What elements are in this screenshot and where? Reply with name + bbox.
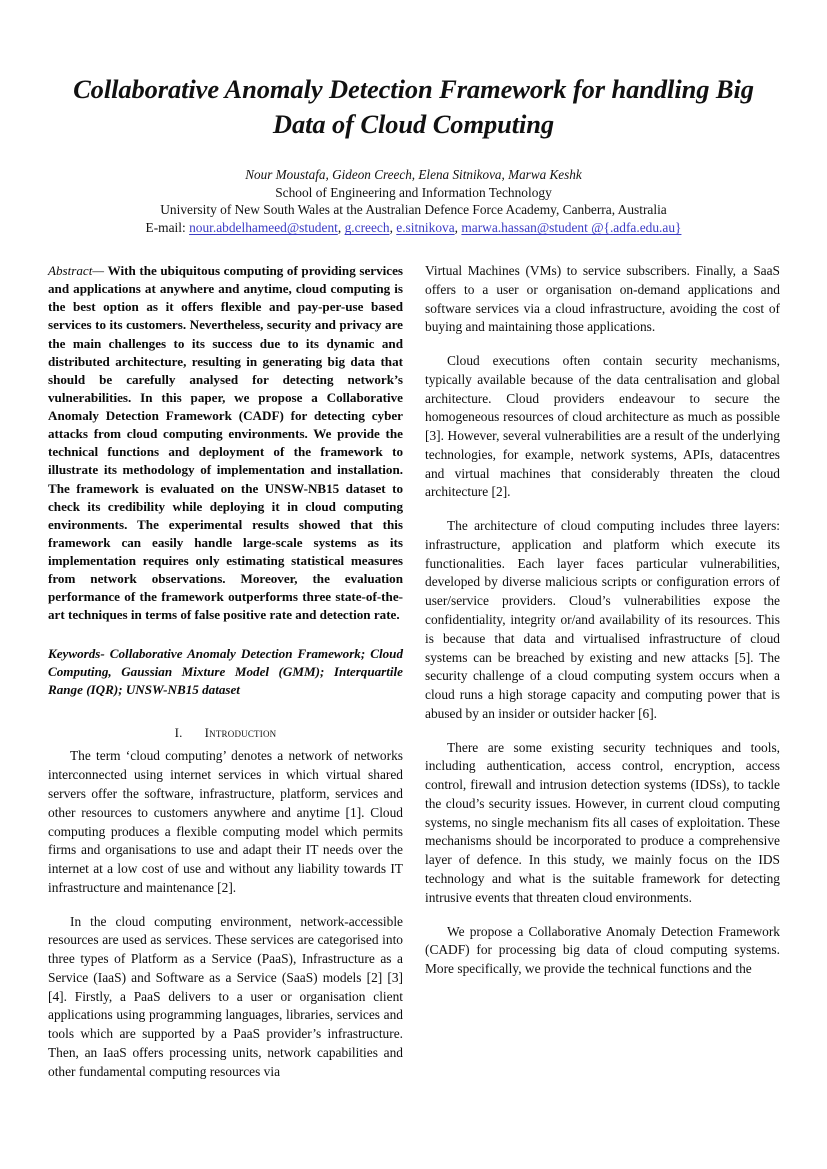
section-title: Introduction <box>204 725 277 741</box>
email-link-3[interactable]: e.sitnikova <box>396 220 455 236</box>
abstract-label: Abstract— <box>48 263 108 278</box>
paragraph: The architecture of cloud computing includes three layers: infrastructure, application and platform which execute its functionalities. Each layer faces particular vulnerabilities, developed by diverse malicious scripts or configuration errors of user/service providers. Cloud’s vulnerabilities expose the confidentiality, integrity or/and availability of its resources. This is because that data and virtualised infrastructure of cloud systems can be breached by existing and new attacks [5]. The security challenge of a cloud computing system occurs when a cloud runs a high storage capacity and computing power that is abused by an insider or outsider hacker [6]. <box>425 518 780 721</box>
paragraph: Cloud executions often contain security mechanisms, typically available because of the data centralisation and global architecture. Cloud providers endeavour to secure the homogeneous resources of cloud architecture as much as possible [3]. However, several vulnerabilities are a result of the underlying technologies, for example, network systems, APIs, datacentres and virtual machines that considerably threaten the cloud architecture [2]. <box>425 353 780 500</box>
section-number: I. <box>174 725 183 741</box>
paragraph: In the cloud computing environment, network-accessible resources are used as services. These services are categorised into three types of Platform as a Service (PaaS), Infrastructure as a Service (IaaS) and Software as a Service (SaaS) models [2] [3] [4]. Firstly, a PaaS delivers to a user or organisation client applications using programming languages, libraries, services and tools which are supported by a PaaS provider’s infrastructure. Then, an IaaS offers processing units, network capabilities and other fundamental computing resources via <box>48 913 403 1079</box>
abstract-text: With the ubiquitous computing of providing services and applications at anywhere and anytime, cloud computing is the best option as it offers flexible and pay-per-use based services to its customers. Nevertheless, security and privacy are the main challenges to its success due to its dynamic and distributed architecture, resulting in generating big data that should be carefully analysed for detecting network’s vulnerabilities. In this paper, we propose a Collaborative Anomaly Detection Framework (CADF) for detecting cyber attacks from cloud computing environments. We provide the technical functions and deployment of the framework to illustrate its methodology of implementation and installation. The framework is evaluated on the UNSW-NB15 dataset to check its credibility while deploying it in cloud computing environments. The experimental results showed that this framework can easily handle large-scale systems as its implementation requires only estimating statistical measures from network observations. Moreover, the evaluation performance of the framework outperforms three state-of-the-art techniques in terms of false positive rate and detection rate. <box>48 263 403 623</box>
email-separator-3: , <box>454 220 462 236</box>
email-separator-1: , <box>337 220 345 236</box>
title-block <box>0 0 827 237</box>
section-heading-introduction <box>48 725 403 741</box>
abstract-paragraph <box>48 262 403 625</box>
paragraph: There are some existing security techniques and tools, including authentication, access control, encryption, access control, firewall and intrusion detection systems (IDSs), to tackle the cloud’s security issues. However, in current cloud computing systems, no single mechanism fits all cases of exploitation. These mechanisms should be incorporated to produce a comprehensive layer of defence. In this study, we mainly focus on the IDS technology and what is the suitable framework for detecting intrusive events that threaten cloud environments. <box>425 739 780 905</box>
paragraph: The term ‘cloud computing’ denotes a network of networks interconnected using internet services in which virtual shared servers offer the software, infrastructure, platform, services and other resources to customers anywhere and anytime [1]. Cloud computing produces a flexible computing model which permits firms and organisations to use and adapt their IT needs over the internet at a low cost of use and without any liability towards IT infrastructure and maintenance [2]. <box>48 748 403 895</box>
author-names: Nour Moustafa, Gideon Creech, Elena Sitnikova, Marwa Keshk <box>245 167 582 183</box>
paragraph: We propose a Collaborative Anomaly Detection Framework (CADF) for processing big data of cloud computing systems. More specifically, we provide the technical functions and the <box>425 923 780 977</box>
keywords-paragraph: Keywords- Collaborative Anomaly Detection Framework; Cloud Computing, Gaussian Mixture Model (GMM); Interquartile Range (IQR); UNSW-NB15 dataset <box>48 645 403 698</box>
author-block <box>55 166 772 236</box>
page-title: Collaborative Anomaly Detection Framework for handling Big Data of Cloud Computing <box>73 74 754 140</box>
paragraph: Virtual Machines (VMs) to service subscribers. Finally, a SaaS offers to a user or organisation on-demand applications and software services via a cloud infrastructure, avoiding the cost of buying and maintaining those applications. <box>425 263 780 335</box>
institution-line: University of New South Wales at the Australian Defence Force Academy, Canberra, Australia <box>160 202 667 218</box>
email-line <box>55 219 772 236</box>
email-link-1[interactable]: nour.abdelhameed@student <box>189 220 338 236</box>
email-label: E-mail: <box>145 220 186 236</box>
email-link-4[interactable]: marwa.hassan@student @{.adfa.edu.au} <box>461 220 682 236</box>
department-line: School of Engineering and Information Technology <box>275 184 552 200</box>
two-column-body <box>48 262 781 1082</box>
email-separator-2: , <box>389 220 397 236</box>
left-column <box>48 262 403 1082</box>
right-column <box>425 262 780 1082</box>
email-link-2[interactable]: g.creech <box>344 220 390 236</box>
